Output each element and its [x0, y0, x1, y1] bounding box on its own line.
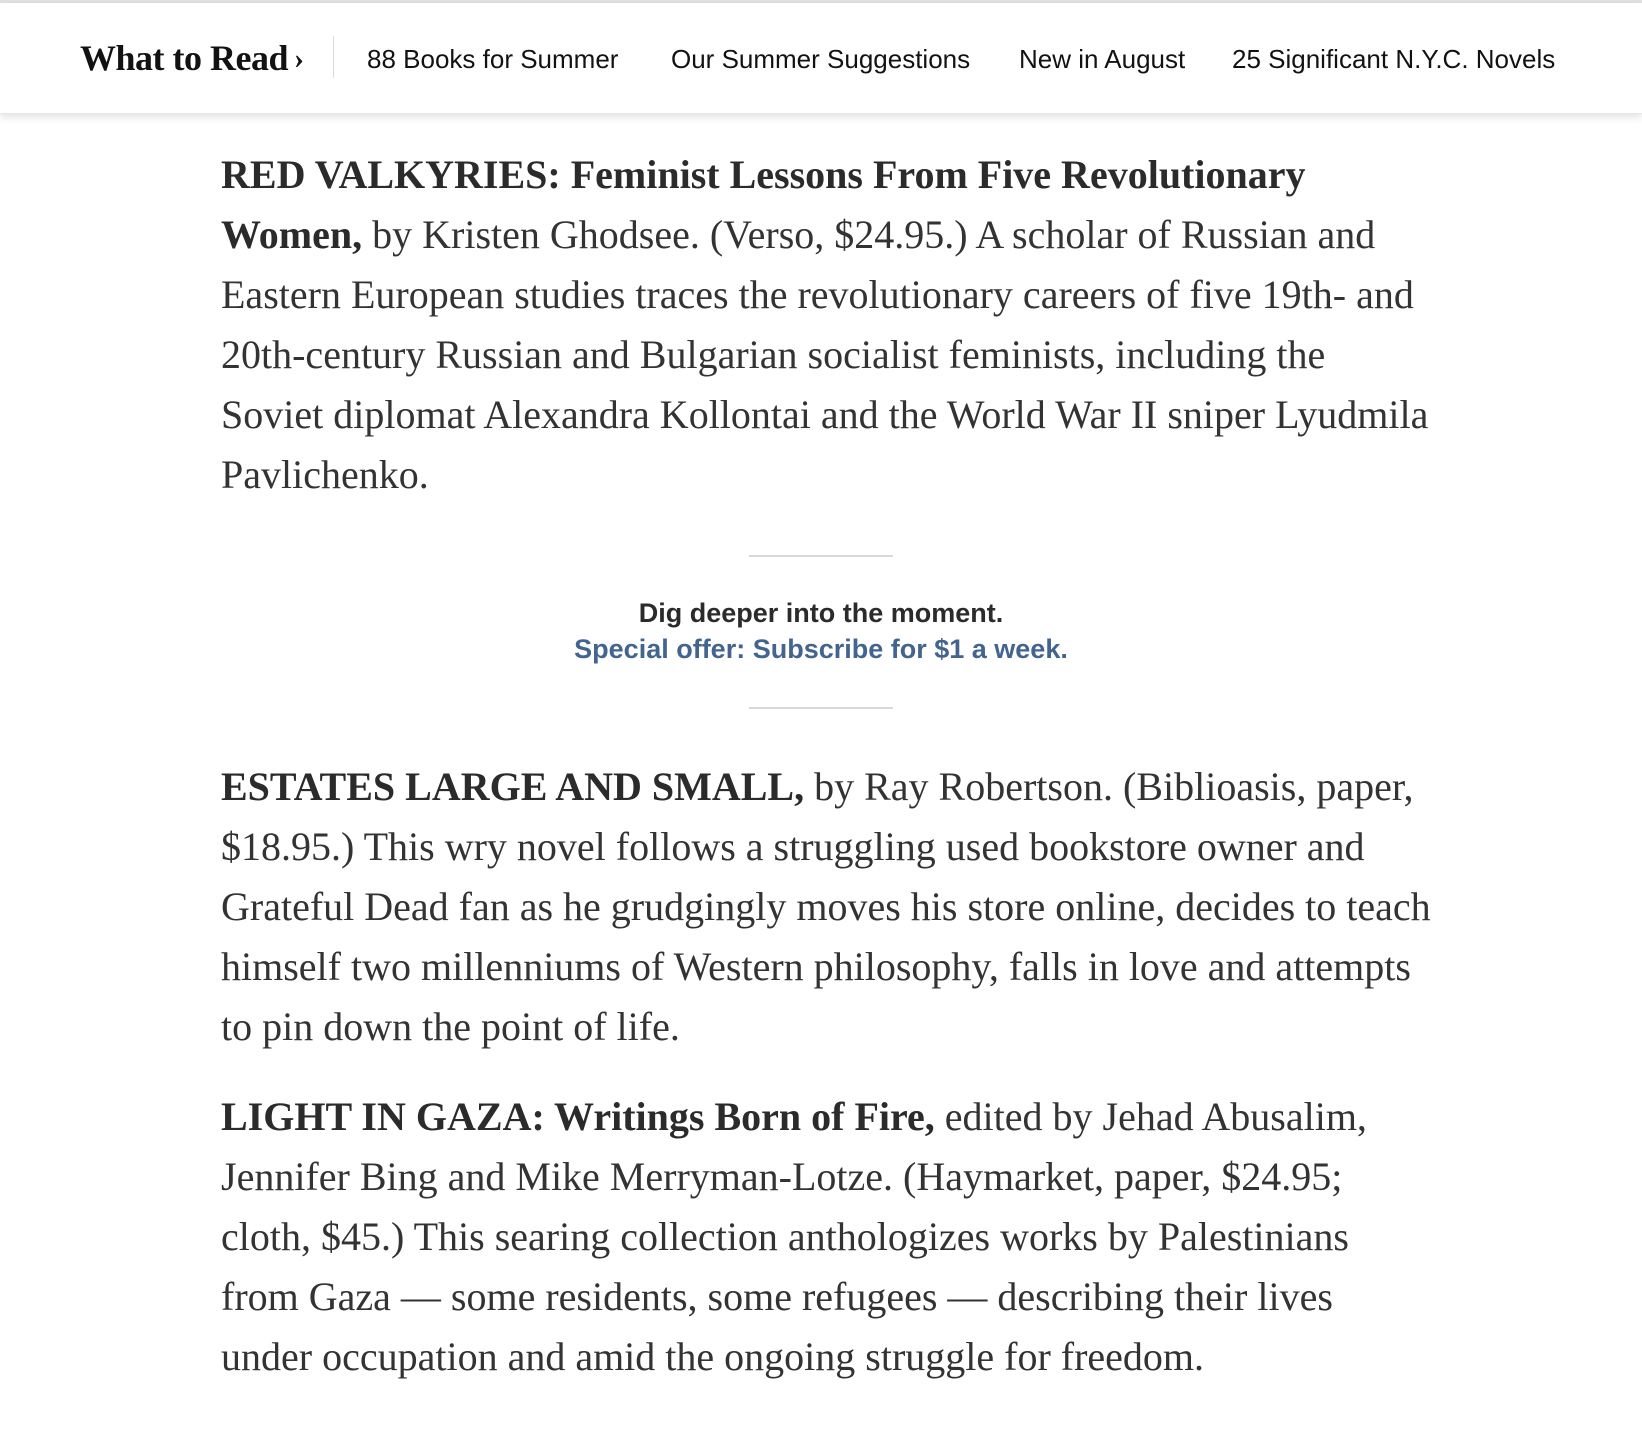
book-title: LIGHT IN GAZA: Writings Born of Fire,	[221, 1094, 935, 1139]
book-description: by Ray Robertson. (Biblioasis, paper, $18.95.) This wry novel follows a struggling used bookstore owner and Grateful Dead fan as he grudgingly moves his store online, decides to teach himself two millenniums of Western philosophy, falls in love and attempts to pin down the point of life.	[221, 764, 1431, 1049]
book-entry-estates-large-and-small	[221, 757, 1431, 1057]
nav-title-text: What to Read	[80, 38, 288, 78]
book-title: ESTATES LARGE AND SMALL,	[221, 764, 805, 809]
nav-link-88-books-for-summer[interactable]: 88 Books for Summer	[367, 44, 619, 74]
chevron-right-icon: ›	[294, 42, 304, 75]
book-description: by Kristen Ghodsee. (Verso, $24.95.) A scholar of Russian and Eastern European studies traces the revolutionary careers of five 19th- and 20th-century Russian and Bulgarian socialist feminists, including the Soviet diplomat Alexandra Kollontai and the World War II sniper Lyudmila Pavlichenko.	[221, 212, 1429, 497]
book-description: edited by Jehad Abusalim, Jennifer Bing and Mike Merryman-Lotze. (Haymarket, paper, $24.95; cloth, $45.) This searing collection anthologizes works by Palestinians from Gaza — some residents, some refugees — describing their lives under occupation and amid the ongoing struggle for freedom.	[221, 1094, 1367, 1379]
promo-bottom-rule	[749, 707, 893, 709]
promo-heading: Dig deeper into the moment.	[638, 598, 1004, 628]
subscription-promo	[0, 555, 1642, 709]
promo-top-rule	[749, 555, 893, 557]
section-nav-bar	[0, 3, 1642, 114]
book-entry-light-in-gaza	[221, 1087, 1431, 1387]
book-title: RED VALKYRIES: Feminist Lessons From Five Revolutionary Women,	[221, 152, 1306, 257]
nav-link-our-summer-suggestions[interactable]: Our Summer Suggestions	[671, 44, 971, 74]
nav-links	[0, 44, 1642, 80]
book-entry-red-valkyries	[221, 145, 1431, 505]
nav-link-25-significant-nyc-novels[interactable]: 25 Significant N.Y.C. Novels	[1232, 44, 1556, 74]
subscribe-offer-link[interactable]: Special offer: Subscribe for $1 a week.	[574, 634, 1068, 664]
nav-link-new-in-august[interactable]: New in August	[1019, 44, 1186, 74]
article-body-continued	[221, 757, 1431, 1387]
article-body	[221, 145, 1431, 505]
